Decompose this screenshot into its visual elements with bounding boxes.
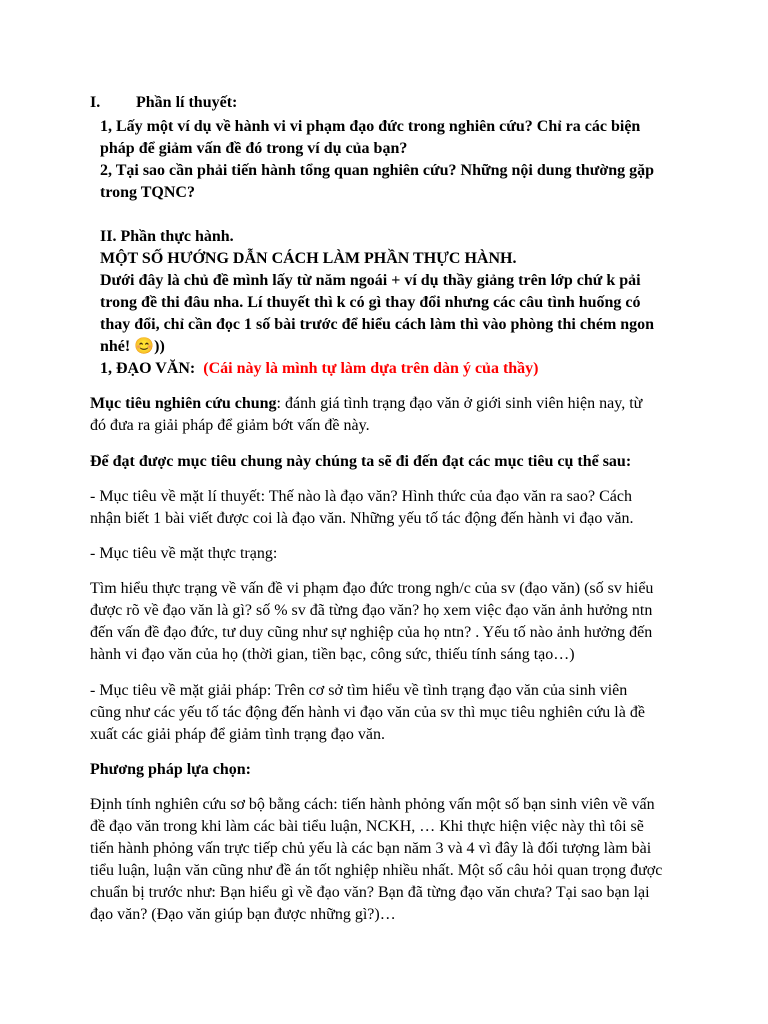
method-line-1: Định tính nghiên cứu sơ bộ bằng cách: tiến hành phỏng vấn một số bạn sinh viên về vấn [90,796,655,813]
topic-note: (Cái này là mình tự làm dựa trên dàn ý của thầy) [203,360,539,377]
solution-line-2: cũng như các yếu tố tác động đến hành vi đạo văn của sv thì mục tiêu nghiên cứu là đề [90,704,645,721]
goal-line-2: đó đưa ra giải pháp để giảm bớt vấn đề này. [90,417,370,434]
question-1-line-2: pháp để giảm vấn đề đó trong ví dụ của bạn? [100,140,408,157]
section-title: Phần lí thuyết: [136,94,238,111]
solution-line-1: - Mục tiêu về mặt giải pháp: Trên cơ sở tìm hiểu về tình trạng đạo văn của sinh viên [90,682,628,699]
topic-line [100,359,539,379]
method-line-6: đạo văn? (Đạo văn giúp bạn được những gì?)… [90,906,396,923]
goal-label: Mục tiêu nghiên cứu chung [90,395,277,412]
reality-line-2: được rõ về đạo văn là gì? số % sv đã từng đạo văn? họ xem việc đạo văn ảnh hưởng ntn [90,602,653,619]
question-1-line-1: 1, Lấy một ví dụ về hành vi vi phạm đạo đức trong nghiên cứu? Chỉ ra các biện [100,118,641,135]
intro-line-1: Dưới đây là chủ đề mình lấy từ năm ngoái + ví dụ thầy giảng trên lớp chứ k pải [100,272,641,289]
section-2-subtitle: MỘT SỐ HƯỚNG DẪN CÁCH LÀM PHẦN THỰC HÀNH. [100,250,517,267]
topic-label: 1, ĐẠO VĂN: [100,360,196,377]
method-line-3: tiến hành phỏng vấn trực tiếp chủ yếu là các bạn năm 3 và 4 vì đây là đối tượng làm bài [90,840,652,857]
intro-line-2: trong đề thi đâu nha. Lí thuyết thì k có gì thay đổi nhưng các câu tình huống có [100,294,641,311]
method-heading: Phương pháp lựa chọn: [90,761,251,778]
theory-line-2: nhận biết 1 bài viết được coi là đạo văn. Những yếu tố tác động đến hành vi đạo văn. [90,510,634,527]
question-2-line-1: 2, Tại sao cần phải tiến hành tổng quan nghiên cứu? Những nội dung thường gặp [100,162,655,179]
reality-line-4: hành vi đạo văn của họ (thời gian, tiền bạc, công sức, thiếu tính sáng tạo…) [90,646,575,663]
method-line-5: chuẩn bị trước như: Bạn hiểu gì về đạo văn? Bạn đã từng đạo văn chưa? Tại sao bạn lại [90,884,650,901]
goal-text: : đánh giá tình trạng đạo văn ở giới sinh viên hiện nay, từ [276,395,643,412]
method-line-2: đề đạo văn trong khi làm các bài tiểu luận, NCKH, … Khi thực hiện việc này thì tôi sẽ [90,818,644,835]
reality-line-1: Tìm hiểu thực trạng về vấn đề vi phạm đạo đức trong ngh/c của sv (đạo văn) (số sv hiểu [90,580,654,597]
specific-goals-heading: Để đạt được mục tiêu chung này chúng ta sẽ đi đến đạt các mục tiêu cụ thể sau: [90,453,632,470]
goal-line-1 [90,394,642,414]
solution-line-3: xuất các giải pháp để giảm tình trạng đạo văn. [90,726,386,743]
intro-line-4: nhé! 😊)) [100,338,165,355]
question-2-line-2: trong TQNC? [100,184,195,201]
reality-line-3: đến vấn đề đạo đức, tư duy cũng như sự nghiệp của họ ntn? . Yếu tố nào ảnh hưởng đến [90,624,653,641]
intro-line-3: thay đổi, chỉ cần đọc 1 số bài trước để hiểu cách làm thì vào phòng thi chém ngon [100,316,655,333]
reality-heading: - Mục tiêu về mặt thực trạng: [90,545,278,562]
section-number: I. [90,94,101,111]
section-2-title: II. Phần thực hành. [100,228,234,245]
method-line-4: tiểu luận, luận văn cũng như đề án tốt nghiệp nhiều nhất. Một số câu hỏi quan trọng được [90,862,663,879]
theory-line-1: - Mục tiêu về mặt lí thuyết: Thế nào là đạo văn? Hình thức của đạo văn ra sao? Cách [90,488,632,505]
